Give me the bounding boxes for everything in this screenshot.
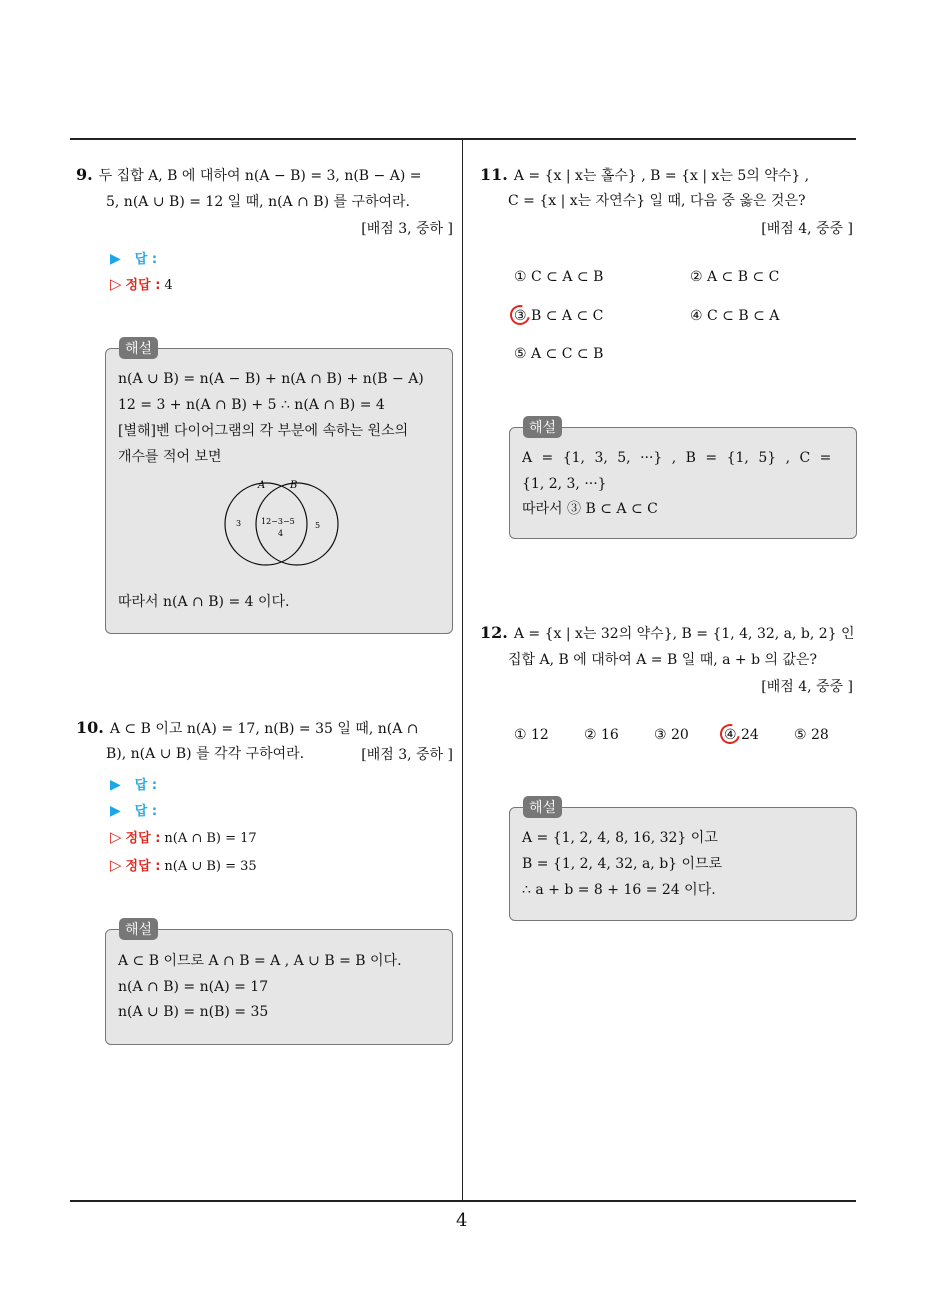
q10-sol-line2: n(A ∩ B) = n(A) = 17 bbox=[118, 979, 269, 995]
q12-option-2[interactable]: ② 16 bbox=[584, 727, 619, 743]
q10-correct-value-1: n(A ∩ B) = 17 bbox=[164, 831, 257, 846]
q9-line1 bbox=[76, 165, 421, 186]
q9-score: [배점 3, 중하 ] bbox=[361, 221, 453, 237]
q11-option-2[interactable]: ② A ⊂ B ⊂ C bbox=[690, 269, 780, 285]
q9-answer-row bbox=[110, 248, 157, 267]
q9-correct-value: 4 bbox=[164, 278, 173, 293]
q11-sol-line3: 따라서 ③ B ⊂ A ⊂ C bbox=[522, 501, 658, 517]
q10-answer-label-1: 답 : bbox=[134, 778, 158, 793]
q10-correct-label-1: 정답 : bbox=[125, 831, 161, 846]
q10-correct-value-2: n(A ∪ B) = 35 bbox=[164, 859, 257, 874]
bottom-rule bbox=[70, 1200, 856, 1202]
q10-answer-row-1 bbox=[110, 774, 157, 793]
q12-line1 bbox=[480, 623, 855, 644]
q10-number: 10. bbox=[76, 718, 104, 737]
q12-score: [배점 4, 중중 ] bbox=[761, 679, 853, 695]
column-divider bbox=[462, 139, 463, 1201]
q9-text1: 두 집합 A, B 에 대하여 n(A − B) = 3, n(B − A) = bbox=[98, 168, 422, 184]
q9-correct-row bbox=[110, 274, 173, 293]
outline-triangle-icon: ▷ bbox=[110, 856, 122, 874]
play-icon: ▶ bbox=[110, 803, 121, 819]
q12-sol-line3: ∴ a + b = 8 + 16 = 24 이다. bbox=[522, 882, 716, 898]
q12-number: 12. bbox=[480, 623, 508, 642]
outline-triangle-icon: ▷ bbox=[110, 828, 122, 846]
play-icon: ▶ bbox=[110, 251, 121, 267]
q11-solution-tag: 해설 bbox=[523, 416, 562, 438]
venn-label-a: A bbox=[258, 480, 266, 491]
q10-line2: B), n(A ∪ B) 를 각각 구하여라. bbox=[106, 746, 305, 762]
q9-sol-line1: n(A ∪ B) = n(A − B) + n(A ∩ B) + n(B − A) bbox=[118, 371, 424, 387]
q11-sol-line2: {1, 2, 3, ···} bbox=[522, 476, 607, 492]
q9-correct-label: 정답 : bbox=[125, 278, 161, 293]
q10-text1: A ⊂ B 이고 n(A) = 17, n(B) = 35 일 때, n(A ∩ bbox=[109, 721, 419, 737]
q9-sol-end: 따라서 n(A ∩ B) = 4 이다. bbox=[118, 594, 290, 610]
venn-left-count: 3 bbox=[236, 519, 242, 528]
q12-sol-line2: B = {1, 2, 4, 32, a, b} 이므로 bbox=[522, 856, 723, 872]
q11-option-5[interactable]: ⑤ A ⊂ C ⊂ B bbox=[514, 346, 604, 362]
venn-mid-expr: 12−3−5 bbox=[261, 517, 295, 526]
selected-circle-mark bbox=[716, 720, 743, 747]
q9-sol-line3: [별해]벤 다이어그램의 각 부분에 속하는 원소의 bbox=[118, 423, 409, 439]
q10-correct-label-2: 정답 : bbox=[125, 859, 161, 874]
q11-option-1[interactable]: ① C ⊂ A ⊂ B bbox=[514, 269, 604, 285]
q10-line1 bbox=[76, 718, 419, 739]
q10-sol-line3: n(A ∪ B) = n(B) = 35 bbox=[118, 1004, 269, 1020]
q11-number: 11. bbox=[480, 165, 508, 184]
q11-option-4[interactable]: ④ C ⊂ B ⊂ A bbox=[690, 308, 780, 324]
q10-correct-row-2 bbox=[110, 855, 257, 874]
q12-option-1[interactable]: ① 12 bbox=[514, 727, 549, 743]
q10-solution-tag: 해설 bbox=[119, 918, 158, 940]
q12-option-4[interactable]: ④ 24 bbox=[724, 727, 759, 743]
q11-option-3[interactable]: ③ B ⊂ A ⊂ C bbox=[514, 308, 604, 324]
q11-line1 bbox=[480, 165, 809, 186]
q12-solution-tag: 해설 bbox=[523, 796, 562, 818]
q11-line2: C = {x | x는 자연수} 일 때, 다음 중 옳은 것은? bbox=[508, 193, 806, 209]
page-number: 4 bbox=[456, 1210, 468, 1231]
outline-triangle-icon: ▷ bbox=[110, 275, 122, 293]
q12-option-3[interactable]: ③ 20 bbox=[654, 727, 689, 743]
play-icon: ▶ bbox=[110, 777, 121, 793]
venn-diagram bbox=[218, 476, 348, 568]
q11-sol-line1: A = {1, 3, 5, ···} , B = {1, 5} , C = bbox=[522, 450, 832, 466]
q10-answer-label-2: 답 : bbox=[134, 804, 158, 819]
q10-sol-line1: A ⊂ B 이므로 A ∩ B = A , A ∪ B = B 이다. bbox=[118, 953, 402, 969]
selected-circle-mark bbox=[506, 301, 533, 328]
q9-sol-line2: 12 = 3 + n(A ∩ B) + 5 ∴ n(A ∩ B) = 4 bbox=[118, 397, 385, 413]
venn-label-b: B bbox=[290, 480, 298, 491]
q12-line2: 집합 A, B 에 대하여 A = B 일 때, a + b 의 값은? bbox=[508, 652, 818, 668]
q9-number: 9. bbox=[76, 165, 93, 184]
q11-score: [배점 4, 중중 ] bbox=[761, 221, 853, 237]
venn-mid-count: 4 bbox=[278, 529, 284, 538]
venn-right-count: 5 bbox=[315, 521, 321, 530]
q10-answer-row-2 bbox=[110, 800, 157, 819]
q12-option-5[interactable]: ⑤ 28 bbox=[794, 727, 829, 743]
q9-solution-tag: 해설 bbox=[119, 337, 158, 359]
q12-text1: A = {x | x는 32의 약수}, B = {1, 4, 32, a, b, 2} 인 bbox=[513, 626, 855, 642]
q10-score: [배점 3, 중하 ] bbox=[361, 747, 453, 763]
q9-answer-label: 답 : bbox=[134, 252, 158, 267]
q12-sol-line1: A = {1, 2, 4, 8, 16, 32} 이고 bbox=[522, 830, 718, 846]
q9-line2: 5, n(A ∪ B) = 12 일 때, n(A ∩ B) 를 구하여라. bbox=[106, 194, 411, 210]
q9-sol-line4: 개수를 적어 보면 bbox=[118, 449, 222, 465]
q11-text1: A = {x | x는 홀수} , B = {x | x는 5의 약수} , bbox=[513, 168, 810, 184]
q10-correct-row-1 bbox=[110, 827, 257, 846]
